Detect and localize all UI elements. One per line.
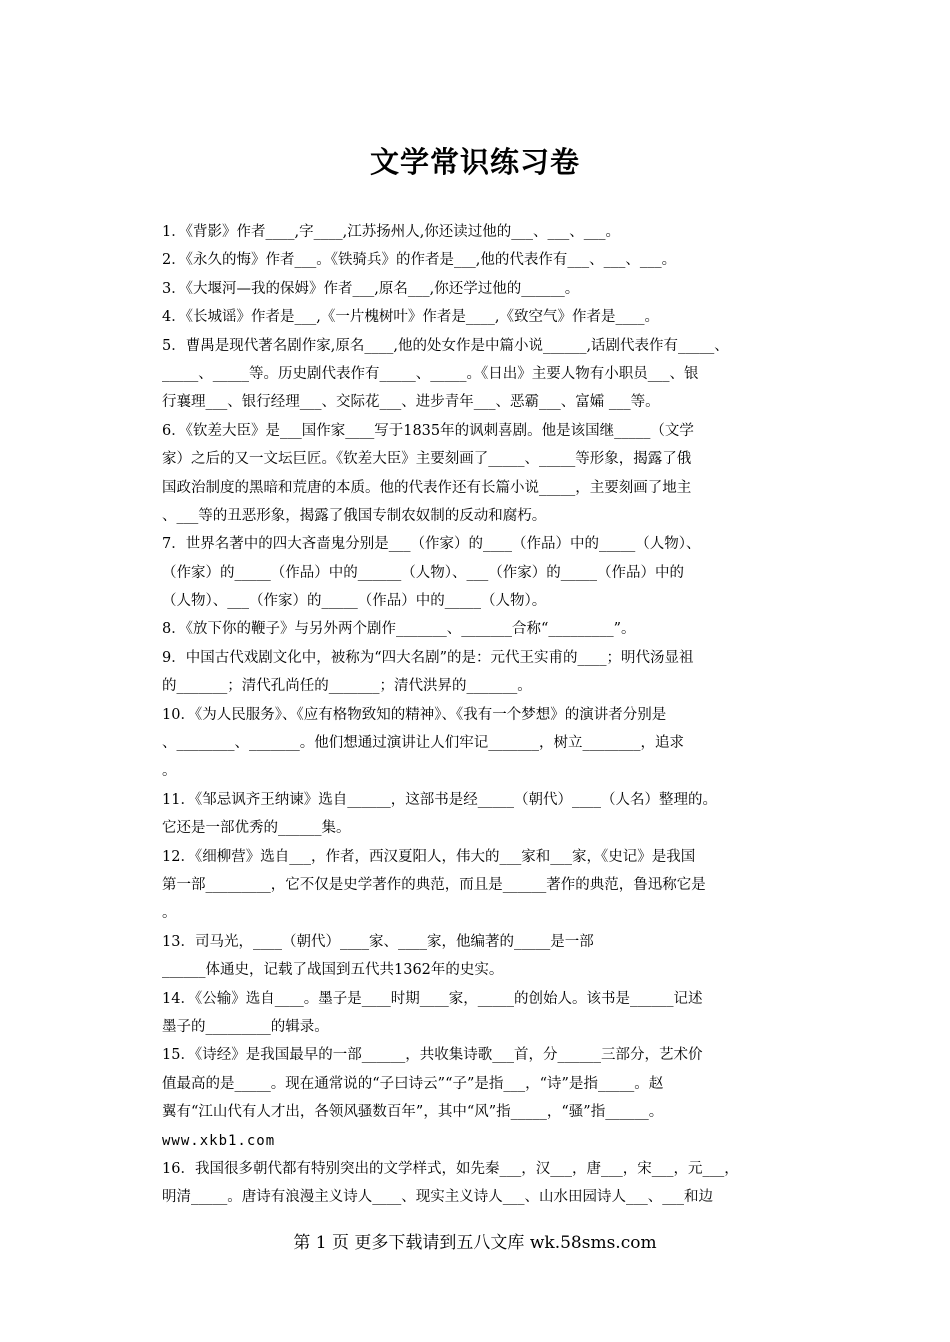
text-line: （作家）的_____（作品）中的______（人物）、___（作家）的_____（作品）中的 [162, 564, 684, 581]
text-line: 7．世界名著中的四大吝啬鬼分别是___（作家）的____（作品）中的_____（人物）、 [162, 536, 701, 553]
website-url: www.xkb1.com [162, 1132, 276, 1149]
text-line: 值最高的是_____。现在通常说的“子曰诗云”“子”是指___，“诗”是指_____。赵 [162, 1075, 664, 1092]
text-line: 15．《诗经》是我国最早的一部______，共收集诗歌___首，分______三部分，艺术价 [162, 1047, 703, 1064]
text-line: 行襄理___、银行经理___、交际花___、进步青年___、恶霸___、富孀 ___等。 [162, 394, 660, 411]
text-line: 11．《邹忌讽齐王纳谏》选自______，这部书是经_____（朝代）____（人名）整理的。 [162, 791, 717, 808]
text-line: 家）之后的又一文坛巨匠。《钦差大臣》主要刻画了_____、_____等形象，揭露了俄 [162, 451, 692, 468]
text-line: 第一部_________，它不仅是史学著作的典范，而且是______著作的典范，鲁迅称它是 [162, 876, 706, 893]
text-line: 明清_____。唐诗有浪漫主义诗人____、现实主义诗人___、山水田园诗人___、___和边 [162, 1189, 713, 1206]
text-line: 1．《背影》作者____,字____,江苏扬州人,你还读过他的___、___、___。 [162, 224, 621, 240]
text-line: 5．曹禺是现代著名剧作家,原名____,他的处女作是中篇小说______,话剧代表作有_____、 [162, 337, 729, 354]
text-line: 10．《为人民服务》、《应有格物致知的精神》、《我有一个梦想》的演讲者分别是 [162, 706, 667, 723]
text-line: 2．《永久的悔》作者___。《铁骑兵》的作者是___,他的代表作有___、___、___。 [162, 252, 677, 269]
text-line: 8．《放下你的鞭子》与另外两个剧作_______、_______合称“_________”。 [162, 621, 636, 638]
text-line: 它还是一部优秀的______集。 [162, 820, 351, 837]
text-line: 翼有“江山代有人才出，各领风骚数百年”，其中“风”指_____，“骚”指______。 [162, 1104, 664, 1121]
text-line: 3．《大堰河—我的保姆》作者___,原名___,你还学过他的______。 [162, 280, 580, 297]
text-line: 13．司马光，____（朝代）____家、____家，他编著的_____是一部 [162, 933, 594, 950]
text-line: 4．《长城谣》作者是___,《一片槐树叶》作者是____,《致空气》作者是____。 [162, 309, 659, 326]
text-line: 12．《细柳营》选自___，作者，西汉夏阳人，伟大的___家和___家，《史记》是我国 [162, 848, 696, 865]
text-line: 9．中国古代戏剧文化中，被称为“四大名剧”的是：元代王实甫的____；明代汤显祖 [162, 649, 694, 666]
text-line: （人物）、___（作家）的_____（作品）中的_____（人物）。 [162, 593, 547, 610]
page-footer: 第 1 页 更多下载请到五八文库 wk.58sms.com [293, 1233, 657, 1253]
text-line: _____、_____等。历史剧代表作有_____、_____。《日出》主要人物有小职员___、银 [162, 365, 699, 382]
text-line: 国政治制度的黑暗和荒唐的本质。他的代表作还有长篇小说_____，主要刻画了地主 [162, 479, 692, 496]
question-body [162, 218, 792, 1212]
text-line: 、________、_______。他们想通过演讲让人们牢记_______，树立________，追求 [162, 735, 684, 752]
text-line: 14．《公输》选自____。墨子是____时期____家，_____的创始人。该书是______记述 [162, 990, 703, 1007]
text-line: 墨子的_________的辑录。 [162, 1018, 329, 1035]
text-line: 6．《钦差大臣》是___国作家____写于1835年的讽刺喜剧。他是该国继_____（文学 [162, 422, 694, 439]
text-line: 、___等的丑恶形象，揭露了俄国专制农奴制的反动和腐朽。 [162, 507, 547, 524]
page-title: 文学常识练习卷 [369, 145, 580, 179]
text-line: 的_______；清代孔尚任的_______；清代洪昇的_______。 [162, 678, 532, 695]
text-line: 。 [162, 763, 177, 780]
text-line: ______体通史，记载了战国到五代共1362年的史实。 [162, 962, 504, 979]
text-line: 16．我国很多朝代都有特别突出的文学样式，如先秦___，汉___，唐___，宋___，元___， [162, 1160, 739, 1177]
text-line: 。 [162, 905, 177, 922]
